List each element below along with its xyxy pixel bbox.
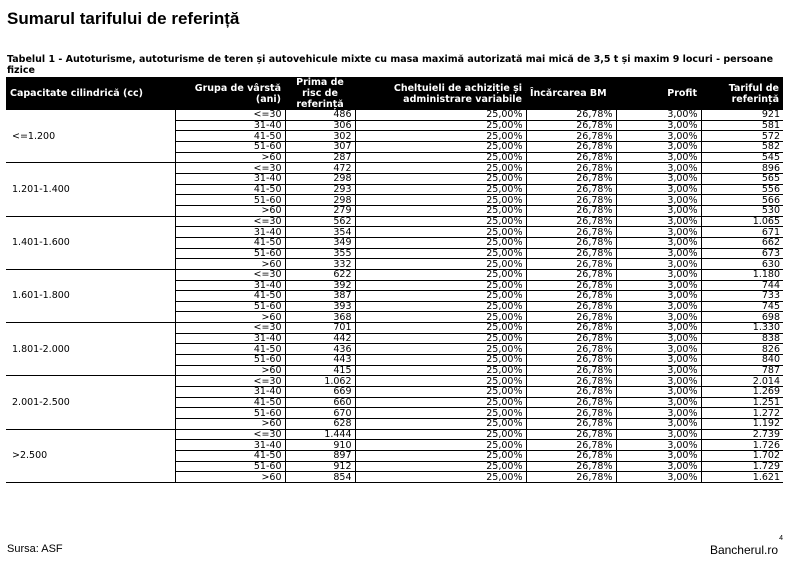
bm-loading-cell: 26,78% <box>526 227 616 238</box>
risk-premium-cell: 443 <box>285 355 355 366</box>
page-number: 4 <box>779 535 783 542</box>
acquisition-costs-cell: 25,00% <box>355 152 526 163</box>
acquisition-costs-cell: 25,00% <box>355 141 526 152</box>
acquisition-costs-cell: 25,00% <box>355 365 526 376</box>
reference-tariff-cell: 1.729 <box>701 461 783 472</box>
reference-tariff-cell: 1.065 <box>701 216 783 227</box>
reference-tariff-cell: 1.180 <box>701 269 783 280</box>
profit-cell: 3,00% <box>616 301 701 312</box>
risk-premium-cell: 354 <box>285 227 355 238</box>
reference-tariff-cell: 1.330 <box>701 323 783 334</box>
risk-premium-cell: 306 <box>285 120 355 131</box>
profit-cell: 3,00% <box>616 280 701 291</box>
bm-loading-cell: 26,78% <box>526 440 616 451</box>
profit-cell: 3,00% <box>616 131 701 142</box>
age-group-cell: 41-50 <box>175 451 285 462</box>
reference-tariff-cell: 1.251 <box>701 397 783 408</box>
profit-cell: 3,00% <box>616 397 701 408</box>
reference-tariff-cell: 1.272 <box>701 408 783 419</box>
acquisition-costs-cell: 25,00% <box>355 269 526 280</box>
bm-loading-cell: 26,78% <box>526 131 616 142</box>
reference-tariff-cell: 896 <box>701 163 783 174</box>
age-group-cell: 51-60 <box>175 408 285 419</box>
risk-premium-cell: 332 <box>285 259 355 270</box>
reference-tariff-cell: 787 <box>701 365 783 376</box>
risk-premium-cell: 486 <box>285 110 355 120</box>
age-group-cell: 31-40 <box>175 280 285 291</box>
bm-loading-cell: 26,78% <box>526 205 616 216</box>
age-group-cell: >60 <box>175 472 285 483</box>
reference-tariff-cell: 572 <box>701 131 783 142</box>
bm-loading-cell: 26,78% <box>526 184 616 195</box>
age-group-cell: <=30 <box>175 323 285 334</box>
risk-premium-cell: 287 <box>285 152 355 163</box>
acquisition-costs-cell: 25,00% <box>355 419 526 430</box>
profit-cell: 3,00% <box>616 461 701 472</box>
bm-loading-cell: 26,78% <box>526 333 616 344</box>
profit-cell: 3,00% <box>616 205 701 216</box>
age-group-cell: <=30 <box>175 216 285 227</box>
profit-cell: 3,00% <box>616 376 701 387</box>
profit-cell: 3,00% <box>616 152 701 163</box>
risk-premium-cell: 392 <box>285 280 355 291</box>
risk-premium-cell: 436 <box>285 344 355 355</box>
reference-tariff-cell: 921 <box>701 110 783 120</box>
profit-cell: 3,00% <box>616 344 701 355</box>
source-note: Sursa: ASF <box>7 543 63 555</box>
page-title: Sumarul tarifului de referință <box>7 9 240 28</box>
age-group-cell: >60 <box>175 152 285 163</box>
acquisition-costs-cell: 25,00% <box>355 248 526 259</box>
age-group-cell: 41-50 <box>175 344 285 355</box>
bm-loading-cell: 26,78% <box>526 387 616 398</box>
capacity-cell: 1.801-2.000 <box>6 323 175 376</box>
profit-cell: 3,00% <box>616 419 701 430</box>
risk-premium-cell: 387 <box>285 291 355 302</box>
bm-loading-cell: 26,78% <box>526 472 616 483</box>
profit-cell: 3,00% <box>616 323 701 334</box>
bm-loading-cell: 26,78% <box>526 312 616 323</box>
reference-tariff-cell: 1.702 <box>701 451 783 462</box>
bm-loading-cell: 26,78% <box>526 397 616 408</box>
capacity-cell: 1.201-1.400 <box>6 163 175 216</box>
header-capacity: Capacitate cilindrică (cc) <box>6 77 175 110</box>
bm-loading-cell: 26,78% <box>526 173 616 184</box>
reference-tariff-cell: 840 <box>701 355 783 366</box>
risk-premium-cell: 622 <box>285 269 355 280</box>
risk-premium-cell: 628 <box>285 419 355 430</box>
bm-loading-cell: 26,78% <box>526 110 616 120</box>
acquisition-costs-cell: 25,00% <box>355 312 526 323</box>
reference-tariff-cell: 745 <box>701 301 783 312</box>
profit-cell: 3,00% <box>616 110 701 120</box>
bm-loading-cell: 26,78% <box>526 248 616 259</box>
acquisition-costs-cell: 25,00% <box>355 120 526 131</box>
table-row <box>6 216 783 227</box>
acquisition-costs-cell: 25,00% <box>355 110 526 120</box>
age-group-cell: 31-40 <box>175 120 285 131</box>
risk-premium-cell: 1.062 <box>285 376 355 387</box>
bm-loading-cell: 26,78% <box>526 451 616 462</box>
reference-tariff-cell: 565 <box>701 173 783 184</box>
risk-premium-cell: 307 <box>285 141 355 152</box>
bm-loading-cell: 26,78% <box>526 408 616 419</box>
age-group-cell: <=30 <box>175 429 285 440</box>
risk-premium-cell: 660 <box>285 397 355 408</box>
reference-tariff-cell: 673 <box>701 248 783 259</box>
age-group-cell: >60 <box>175 205 285 216</box>
acquisition-costs-cell: 25,00% <box>355 472 526 483</box>
tariff-table <box>6 77 783 483</box>
profit-cell: 3,00% <box>616 291 701 302</box>
capacity-cell: 1.401-1.600 <box>6 216 175 269</box>
acquisition-costs-cell: 25,00% <box>355 205 526 216</box>
header-reference-tariff: Tariful de referință <box>701 77 783 110</box>
bm-loading-cell: 26,78% <box>526 355 616 366</box>
reference-tariff-cell: 1.726 <box>701 440 783 451</box>
risk-premium-cell: 293 <box>285 184 355 195</box>
profit-cell: 3,00% <box>616 237 701 248</box>
bm-loading-cell: 26,78% <box>526 344 616 355</box>
capacity-cell: >2.500 <box>6 429 175 482</box>
profit-cell: 3,00% <box>616 429 701 440</box>
risk-premium-cell: 669 <box>285 387 355 398</box>
acquisition-costs-cell: 25,00% <box>355 259 526 270</box>
bm-loading-cell: 26,78% <box>526 376 616 387</box>
acquisition-costs-cell: 25,00% <box>355 333 526 344</box>
reference-tariff-cell: 744 <box>701 280 783 291</box>
profit-cell: 3,00% <box>616 472 701 483</box>
age-group-cell: <=30 <box>175 163 285 174</box>
acquisition-costs-cell: 25,00% <box>355 376 526 387</box>
acquisition-costs-cell: 25,00% <box>355 323 526 334</box>
brand-name: Bancherul.ro <box>709 543 778 557</box>
reference-tariff-cell: 1.269 <box>701 387 783 398</box>
profit-cell: 3,00% <box>616 163 701 174</box>
age-group-cell: 41-50 <box>175 397 285 408</box>
acquisition-costs-cell: 25,00% <box>355 397 526 408</box>
acquisition-costs-cell: 25,00% <box>355 408 526 419</box>
risk-premium-cell: 349 <box>285 237 355 248</box>
acquisition-costs-cell: 25,00% <box>355 184 526 195</box>
age-group-cell: <=30 <box>175 110 285 120</box>
acquisition-costs-cell: 25,00% <box>355 301 526 312</box>
acquisition-costs-cell: 25,00% <box>355 429 526 440</box>
age-group-cell: 31-40 <box>175 387 285 398</box>
profit-cell: 3,00% <box>616 440 701 451</box>
reference-tariff-cell: 2.739 <box>701 429 783 440</box>
bm-loading-cell: 26,78% <box>526 301 616 312</box>
acquisition-costs-cell: 25,00% <box>355 173 526 184</box>
age-group-cell: <=30 <box>175 376 285 387</box>
bm-loading-cell: 26,78% <box>526 429 616 440</box>
profit-cell: 3,00% <box>616 173 701 184</box>
table-row <box>6 269 783 280</box>
risk-premium-cell: 355 <box>285 248 355 259</box>
bm-loading-cell: 26,78% <box>526 259 616 270</box>
acquisition-costs-cell: 25,00% <box>355 195 526 206</box>
reference-tariff-cell: 826 <box>701 344 783 355</box>
risk-premium-cell: 897 <box>285 451 355 462</box>
age-group-cell: 51-60 <box>175 195 285 206</box>
risk-premium-cell: 1.444 <box>285 429 355 440</box>
header-risk-premium: Prima de risc de referință <box>285 77 355 110</box>
age-group-cell: 41-50 <box>175 237 285 248</box>
acquisition-costs-cell: 25,00% <box>355 291 526 302</box>
reference-tariff-cell: 581 <box>701 120 783 131</box>
profit-cell: 3,00% <box>616 451 701 462</box>
age-group-cell: 51-60 <box>175 355 285 366</box>
profit-cell: 3,00% <box>616 259 701 270</box>
risk-premium-cell: 910 <box>285 440 355 451</box>
table-row <box>6 163 783 174</box>
acquisition-costs-cell: 25,00% <box>355 451 526 462</box>
age-group-cell: 51-60 <box>175 301 285 312</box>
acquisition-costs-cell: 25,00% <box>355 237 526 248</box>
acquisition-costs-cell: 25,00% <box>355 461 526 472</box>
risk-premium-cell: 298 <box>285 173 355 184</box>
table-row <box>6 376 783 387</box>
bm-loading-cell: 26,78% <box>526 195 616 206</box>
age-group-cell: >60 <box>175 419 285 430</box>
reference-tariff-cell: 2.014 <box>701 376 783 387</box>
age-group-cell: >60 <box>175 259 285 270</box>
capacity-cell: 1.601-1.800 <box>6 269 175 322</box>
acquisition-costs-cell: 25,00% <box>355 227 526 238</box>
age-group-cell: >60 <box>175 312 285 323</box>
reference-tariff-cell: 1.621 <box>701 472 783 483</box>
table-header-row <box>6 77 783 110</box>
table-body <box>6 110 783 482</box>
risk-premium-cell: 415 <box>285 365 355 376</box>
risk-premium-cell: 670 <box>285 408 355 419</box>
profit-cell: 3,00% <box>616 333 701 344</box>
bm-loading-cell: 26,78% <box>526 216 616 227</box>
age-group-cell: 41-50 <box>175 291 285 302</box>
profit-cell: 3,00% <box>616 269 701 280</box>
acquisition-costs-cell: 25,00% <box>355 387 526 398</box>
reference-tariff-cell: 556 <box>701 184 783 195</box>
bm-loading-cell: 26,78% <box>526 120 616 131</box>
reference-tariff-cell: 566 <box>701 195 783 206</box>
profit-cell: 3,00% <box>616 355 701 366</box>
bm-loading-cell: 26,78% <box>526 163 616 174</box>
acquisition-costs-cell: 25,00% <box>355 163 526 174</box>
profit-cell: 3,00% <box>616 141 701 152</box>
header-acquisition-costs: Cheltuieli de achiziție și administrare variabile <box>355 77 526 110</box>
risk-premium-cell: 279 <box>285 205 355 216</box>
reference-tariff-cell: 662 <box>701 237 783 248</box>
bm-loading-cell: 26,78% <box>526 280 616 291</box>
capacity-cell: 2.001-2.500 <box>6 376 175 429</box>
reference-tariff-cell: 545 <box>701 152 783 163</box>
bm-loading-cell: 26,78% <box>526 269 616 280</box>
reference-tariff-cell: 530 <box>701 205 783 216</box>
profit-cell: 3,00% <box>616 312 701 323</box>
risk-premium-cell: 912 <box>285 461 355 472</box>
risk-premium-cell: 472 <box>285 163 355 174</box>
reference-tariff-cell: 1.192 <box>701 419 783 430</box>
risk-premium-cell: 302 <box>285 131 355 142</box>
bm-loading-cell: 26,78% <box>526 323 616 334</box>
profit-cell: 3,00% <box>616 216 701 227</box>
acquisition-costs-cell: 25,00% <box>355 216 526 227</box>
acquisition-costs-cell: 25,00% <box>355 280 526 291</box>
profit-cell: 3,00% <box>616 408 701 419</box>
table-row <box>6 323 783 334</box>
bm-loading-cell: 26,78% <box>526 141 616 152</box>
age-group-cell: 41-50 <box>175 131 285 142</box>
risk-premium-cell: 393 <box>285 301 355 312</box>
profit-cell: 3,00% <box>616 120 701 131</box>
acquisition-costs-cell: 25,00% <box>355 344 526 355</box>
capacity-cell: <=1.200 <box>6 110 175 163</box>
header-bm-loading: Încărcarea BM <box>526 77 616 110</box>
reference-tariff-cell: 838 <box>701 333 783 344</box>
reference-tariff-cell: 630 <box>701 259 783 270</box>
age-group-cell: <=30 <box>175 269 285 280</box>
profit-cell: 3,00% <box>616 387 701 398</box>
acquisition-costs-cell: 25,00% <box>355 355 526 366</box>
age-group-cell: >60 <box>175 365 285 376</box>
header-age-group: Grupa de vârstă (ani) <box>175 77 285 110</box>
risk-premium-cell: 701 <box>285 323 355 334</box>
age-group-cell: 51-60 <box>175 248 285 259</box>
reference-tariff-cell: 582 <box>701 141 783 152</box>
table-row <box>6 110 783 120</box>
age-group-cell: 31-40 <box>175 227 285 238</box>
age-group-cell: 31-40 <box>175 173 285 184</box>
table-caption: Tabelul 1 - Autoturisme, autoturisme de teren și autovehicule mixte cu masa maximă autorizată mai mică de 3,5 t și maxim 9 locuri - persoane fizice <box>7 54 774 76</box>
reference-tariff-cell: 671 <box>701 227 783 238</box>
header-profit: Profit <box>616 77 701 110</box>
age-group-cell: 51-60 <box>175 141 285 152</box>
risk-premium-cell: 368 <box>285 312 355 323</box>
profit-cell: 3,00% <box>616 195 701 206</box>
bm-loading-cell: 26,78% <box>526 152 616 163</box>
bm-loading-cell: 26,78% <box>526 365 616 376</box>
bm-loading-cell: 26,78% <box>526 461 616 472</box>
risk-premium-cell: 442 <box>285 333 355 344</box>
profit-cell: 3,00% <box>616 227 701 238</box>
acquisition-costs-cell: 25,00% <box>355 131 526 142</box>
bm-loading-cell: 26,78% <box>526 237 616 248</box>
risk-premium-cell: 562 <box>285 216 355 227</box>
bm-loading-cell: 26,78% <box>526 291 616 302</box>
age-group-cell: 31-40 <box>175 440 285 451</box>
age-group-cell: 51-60 <box>175 461 285 472</box>
age-group-cell: 41-50 <box>175 184 285 195</box>
reference-tariff-cell: 698 <box>701 312 783 323</box>
bm-loading-cell: 26,78% <box>526 419 616 430</box>
profit-cell: 3,00% <box>616 248 701 259</box>
acquisition-costs-cell: 25,00% <box>355 440 526 451</box>
risk-premium-cell: 298 <box>285 195 355 206</box>
age-group-cell: 31-40 <box>175 333 285 344</box>
risk-premium-cell: 854 <box>285 472 355 483</box>
profit-cell: 3,00% <box>616 184 701 195</box>
profit-cell: 3,00% <box>616 365 701 376</box>
reference-tariff-cell: 733 <box>701 291 783 302</box>
table-row <box>6 429 783 440</box>
